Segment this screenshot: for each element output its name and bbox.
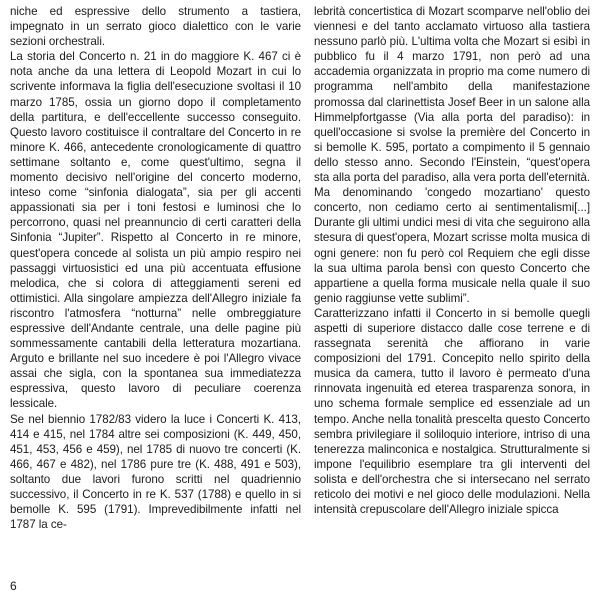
paragraph-concerto-k467: La storia del Concerto n. 21 in do maggiore K. 467 ci è nota anche da una lettera di Leopold Mozart in cui lo scrivente informava la figlia dell'esecuzione svoltasi il 10 marzo 1785, ossia un giorno dopo il completamento della partitura, e dell'eccellente successo conseguito. Questo lavoro costituisce il contraltare del Concerto in re minore K. 466, antecedente cronologicamente di quattro settimane soltanto e, come quest'ultimo, segna il momento decisivo nell'origine del concerto moderno, inteso come “sinfonia dialogata”, sia per gli accenti appassionati sia per i toni festosi e luminosi che lo percorrono, quasi nel preannuncio di certi caratteri della Sinfonia “Jupiter”. Rispetto al Concerto in re minore, quest'opera concede al solista un più ampio respiro nei passaggi virtuosistici ed una più accentuata effusione melodica, che si colora di atteggiamenti sereni ed ottimistici. Alla singolare ampiezza dell'Allegro iniziale fa riscontro l'atmosfera “notturna” nelle ombreggiature espressive dell'Andante centrale, una delle pagine più sommessamente cantabili della letteratura mozartiana. Arguto e brillante nel suo incedere è poi l'Allegro vivace assai che sigla, con la spontanea sua immediatezza espressiva, questo lavoro di peculiare coerenza lessicale. [10, 50, 301, 411]
left-text-column [10, 4, 301, 532]
right-text-column [314, 4, 590, 517]
page-number: 6 [10, 579, 17, 593]
paragraph-chronology: Se nel biennio 1782/83 videro la luce i Concerti K. 413, 414 e 415, nel 1784 altre sei composizioni (K. 449, 450, 451, 453, 456 e 459), nel 1785 di nuovo tre concerti (K. 466, 467 e 482), nel 1786 pure tre (K. 488, 491 e 503), soltanto due lavori furono scritti nel quadriennio successivo, il Concerto in re K. 537 (1788) e quello in si bemolle K. 595 (1791). Imprevedibilmente infatti nel 1787 la ce- [10, 412, 301, 532]
paragraph-continued: niche ed espressive dello strumento a tastiera, impegnato in un serrato gioco dialettico con le varie sezioni orchestrali. [10, 5, 301, 49]
paragraph-concerto-k595: Caratterizzano infatti il Concerto in si bemolle quegli aspetti di superiore distacco dalle cose terrene e di rassegnata serenità che affiorano in varie composizioni del 1791. Concepito nello spirito della musica da camera, tutto il lavoro è permeato d'una rinnovata ingenuità ed eterea trasparenza sonora, in uno schema formale semplice ed essenziale ad un tempo. Anche nella tonalità prescelta questo Concerto sembra privilegiare il soliloquio interiore, intriso di una tenerezza malinconica e nostalgica. Strutturalmente si impone l'equilibrio esemplare tra gli interventi del solista e dell'orchestra che si intersecano nel serrato reticolo dei motivi e nel gioco delle modulazioni. Nella intensità crepuscolare dell'Allegro iniziale spicca [314, 306, 590, 517]
paragraph-last-concert: lebrità concertistica di Mozart scomparve nell'oblio dei viennesi e del tanto acclamato virtuoso alla tastiera nessuno parlò più. L'ultima volta che Mozart si esibì in pubblico fu il 4 marzo 1791, non però ad una accademia organizzata in proprio ma come numero di programma nell'ambito della manifestazione promossa dal clarinettista Josef Beer in un salone alla Himmelpfortgasse (Via alla porta del paradiso): in quell'occasione si svolse la première del Concerto in si bemolle K. 595, portato a compimento il 5 gennaio dello stesso anno. Secondo l'Einstein, “quest'opera sta alla porta del paradiso, alla vera porta dell'eternità. Ma denominando 'congedo mozartiano' questo concerto, non cediamo certo ai sentimentalismi[...] Durante gli ultimi undici mesi di vita che seguirono alla stesura di quest'opera, Mozart scrisse molta musica di ogni genere: non fu però col Requiem che egli disse la sua ultima parola bensì con questo Concerto che appartiene a quella forma musicale nella quale il suo genio raggiunse vette sublimi”. [314, 5, 590, 305]
